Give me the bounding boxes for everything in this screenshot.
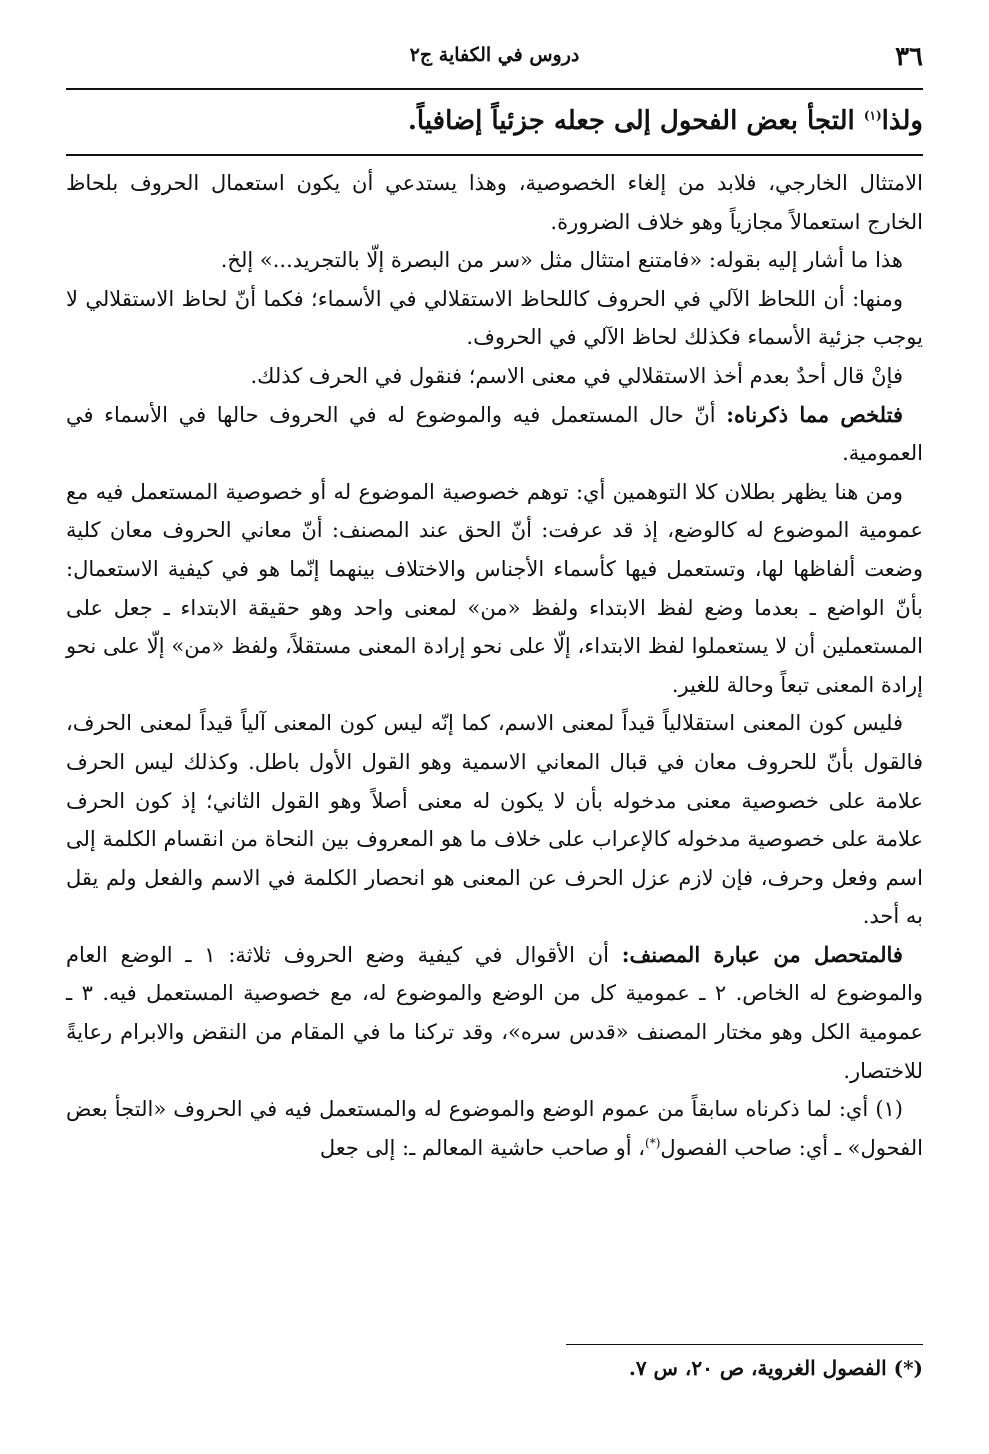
paragraph-text: أن الأقوال في كيفية وضع الحروف ثلاثة: ١ ـ الوضع العام والموضوع له الخاص. ٢ ـ عمومية كل من الوضع والموضوع له، مع خصوصية المستعمل فيه. ٣ ـ عمومية الكل وهو مختار المصنف «قدس سره»، وقد تركنا ما في المقام من النقض والابرام رعايةً للاختصار.	[66, 942, 923, 1083]
paragraph-text: فليس كون المعنى استقلالياً قيداً لمعنى الاسم، كما إنّه ليس كون المعنى آلياً قيداً لمعنى الحرف، فالقول بأنّ للحروف معان في قبال المعاني الاسمية وهو القول الأول باطل. وكذلك ليس الحرف علامة على خصوصية معنى مدخوله بأن لا يكون له معنى أصلاً وهو القول الثاني؛ إذ كون الحرف علامة على خصوصية مدخوله كالإعراب على خلاف ما هو المعروف بين النحاة من انقسام الكلمة إلى اسم وفعل وحرف، فإن لازم عزل الحرف عن المعنى هو انحصار الكلمة في الاسم والفعل ولم يقل به أحد.	[66, 711, 923, 929]
paragraph	[66, 473, 923, 705]
page-number: ٣٦	[895, 42, 923, 72]
text-separator-rule	[66, 154, 923, 156]
paragraph	[66, 357, 923, 396]
paragraph-text: أنّ حال المستعمل فيه والموضوع له في الحروف حالها في الأسماء في العمومية.	[66, 402, 923, 466]
paragraph-text: ومنها: أن اللحاظ الآلي في الحروف كاللحاظ الاستقلالي في الأسماء؛ فكما أنّ لحاظ الاستقلالي لا يوجب جزئية الأسماء فكذلك لحاظ الآلي في الحروف.	[66, 286, 923, 350]
main-text-rest: التجأ بعض الفحول إلى جعله جزئياً إضافياً.	[407, 106, 864, 136]
book-title: دروس في الكفاية ج٢	[409, 44, 580, 66]
paragraph-text: الامتثال الخارجي، فلابد من إلغاء الخصوصية، وهذا يستدعي أن يكون استعمال الحروف بلحاظ الخارج استعمالاً مجازياً وهو خلاف الضرورة.	[66, 171, 923, 234]
note-paragraph	[66, 1090, 923, 1167]
note-marker: (١)	[875, 1097, 903, 1122]
header-rule	[66, 88, 923, 90]
paragraph-text: ومن هنا يظهر بطلان كلا التوهمين أي: توهم خصوصية الموضوع له أو خصوصية المستعمل فيه مع عمومية الموضوع له كالوضع، إذ قد عرفت: أنّ الحق عند المصنف: أنّ معاني الحروف معان كلية وضعت ألفاظها لها، وتستعمل فيها كأسماء الأجناس والاختلاف بينهما إنّما هو في كيفية الاستعمال: بأنّ الواضع ـ بعدما وضع لفظ الابتداء ولفظ «من» لمعنى واحد وهو حقيقة الابتداء ـ جعل على المستعملين أن لا يستعملوا لفظ الابتداء، إلّا على نحو إرادة المعنى مستقلاً، ولفظ «من» إلّا على نحو إرادة المعنى تبعاً وحالة للغير.	[66, 479, 923, 697]
paragraph-lead: فالمتحصل من عبارة المصنف:	[621, 941, 903, 967]
main-text	[66, 98, 923, 144]
running-head	[66, 38, 923, 82]
paragraph-text: هذا ما أشار إليه بقوله: «فامتنع امتثال مثل «سر من البصرة إلّا بالتجريد...» إلخ.	[220, 248, 903, 273]
paragraph-text: فإنْ قال أحدٌ بعدم أخذ الاستقلالي في معنى الاسم؛ فنقول في الحرف كذلك.	[250, 363, 903, 388]
footnote-rule	[566, 1344, 923, 1345]
note-text: أي: لما ذكرناه سابقاً من عموم الوضع والموضوع له والمستعمل فيه في الحروف «التجأ بعض الفحول» ـ أي: صاحب الفصول	[66, 1097, 923, 1160]
footnote: (*) الفصول الغروية، ص ٢٠، س ٧.	[628, 1356, 923, 1380]
note-text-end: ، أو صاحب حاشية المعالم ـ: إلى جعل	[319, 1135, 646, 1160]
footnote-reference: (*)	[645, 1135, 661, 1150]
paragraph	[66, 241, 923, 280]
main-text-start: ولذا	[881, 106, 923, 136]
paragraph	[66, 396, 923, 473]
paragraph	[66, 704, 923, 936]
note-reference: (١)	[863, 108, 882, 123]
commentary	[66, 164, 923, 1167]
paragraph	[66, 280, 923, 357]
paragraph	[66, 936, 923, 1090]
paragraph-lead: فتلخص مما ذكرناه:	[726, 401, 903, 427]
paragraph	[66, 164, 923, 241]
